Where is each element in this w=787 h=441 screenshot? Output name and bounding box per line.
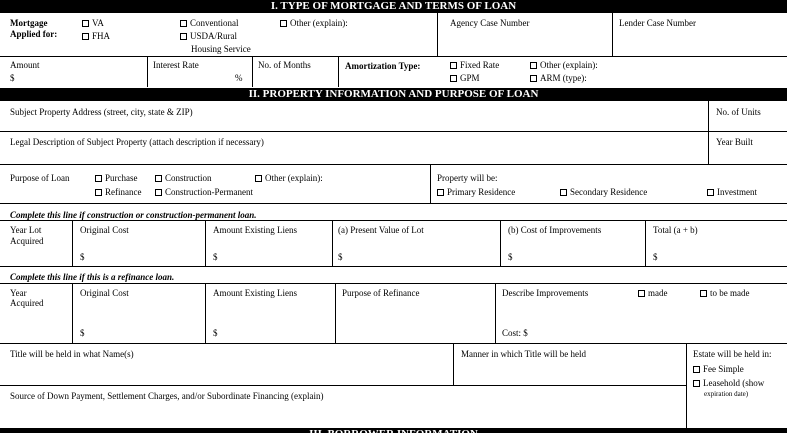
construction-permanent-option[interactable]: Construction-Permanent — [155, 187, 253, 198]
fha-checkbox[interactable] — [82, 33, 89, 40]
other-mortgage-checkbox[interactable] — [280, 20, 287, 27]
fixed-rate-option[interactable]: Fixed Rate — [450, 60, 499, 71]
section-2-header — [0, 88, 787, 101]
present-value-lot-label: (a) Present Value of Lot — [338, 225, 424, 235]
interest-rate-field[interactable]: % — [235, 73, 243, 83]
made-checkbox[interactable] — [638, 290, 645, 297]
number-of-units-field[interactable]: No. of Units — [716, 107, 761, 117]
manner-title-held-field[interactable]: Manner in which Title will be held — [461, 349, 586, 359]
mortgage-applied-label-1: Mortgage — [10, 18, 48, 28]
months-field[interactable]: No. of Months — [258, 60, 311, 70]
va-option[interactable]: VA — [82, 18, 104, 29]
total-field[interactable]: $ — [653, 252, 658, 262]
primary-residence-option[interactable]: Primary Residence — [437, 187, 515, 198]
construction-original-cost-label: Original Cost — [80, 225, 129, 235]
construction-note: Complete this line if construction or construction-permanent loan. — [10, 210, 257, 220]
refinance-option[interactable]: Refinance — [95, 187, 141, 198]
amort-other-checkbox[interactable] — [530, 62, 537, 69]
refinance-checkbox[interactable] — [95, 189, 102, 196]
amortization-type-label: Amortization Type: — [345, 61, 421, 71]
property-address-field[interactable]: Subject Property Address (street, city, state & ZIP) — [10, 107, 193, 117]
leasehold-checkbox[interactable] — [693, 380, 700, 387]
purchase-option[interactable]: Purchase — [95, 173, 138, 184]
source-down-payment-field[interactable]: Source of Down Payment, Settlement Charges, and/or Subordinate Financing (explain) — [10, 391, 324, 401]
arm-checkbox[interactable] — [530, 75, 537, 82]
arm-option[interactable]: ARM (type): — [530, 73, 587, 84]
improvements-cost-field[interactable]: Cost: $ — [502, 328, 528, 338]
cost-improvements-field[interactable]: $ — [508, 252, 513, 262]
section-3-header — [0, 428, 787, 440]
expiration-date-note: expiration date) — [704, 390, 749, 398]
agency-case-number-field[interactable]: Agency Case Number — [450, 18, 530, 28]
cost-improvements-label: (b) Cost of Improvements — [508, 225, 602, 235]
va-checkbox[interactable] — [82, 20, 89, 27]
construction-checkbox[interactable] — [155, 175, 162, 182]
year-built-field[interactable]: Year Built — [716, 137, 753, 147]
year-acquired-label-1: Year — [10, 288, 27, 298]
estate-held-label: Estate will be held in: — [693, 349, 772, 359]
purpose-of-loan-label: Purpose of Loan — [10, 173, 70, 183]
mortgage-applied-label-2: Applied for: — [10, 29, 58, 39]
usda-option[interactable]: USDA/Rural — [180, 31, 237, 42]
fha-option[interactable]: FHA — [82, 31, 110, 42]
section-1-header — [0, 0, 787, 13]
present-value-lot-field[interactable]: $ — [338, 252, 343, 262]
secondary-residence-checkbox[interactable] — [560, 189, 567, 196]
purpose-other-checkbox[interactable] — [255, 175, 262, 182]
describe-improvements-label: Describe Improvements — [502, 288, 589, 298]
amount-label: Amount — [10, 60, 40, 70]
amount-field[interactable]: $ — [10, 73, 15, 83]
leasehold-option[interactable]: Leasehold (show — [693, 378, 764, 389]
secondary-residence-option[interactable]: Secondary Residence — [560, 187, 647, 198]
fee-simple-option[interactable]: Fee Simple — [693, 364, 744, 375]
lender-case-number-field[interactable]: Lender Case Number — [619, 18, 696, 28]
title-held-name-field[interactable]: Title will be held in what Name(s) — [10, 349, 134, 359]
refinance-original-cost-label: Original Cost — [80, 288, 129, 298]
construction-option[interactable]: Construction — [155, 173, 212, 184]
primary-residence-checkbox[interactable] — [437, 189, 444, 196]
section-3-title: III. BORROWER INFORMATION — [309, 428, 478, 440]
refinance-existing-liens-label: Amount Existing Liens — [213, 288, 297, 298]
year-lot-label-1: Year Lot — [10, 225, 42, 235]
amort-other-option[interactable]: Other (explain): — [530, 60, 598, 71]
purpose-other-option[interactable]: Other (explain): — [255, 173, 323, 184]
legal-description-field[interactable]: Legal Description of Subject Property (attach description if necessary) — [10, 137, 264, 147]
purpose-of-refinance-field[interactable]: Purpose of Refinance — [342, 288, 420, 298]
section-2-title: II. PROPERTY INFORMATION AND PURPOSE OF LOAN — [248, 88, 539, 100]
construction-existing-liens-label: Amount Existing Liens — [213, 225, 297, 235]
conventional-option[interactable]: Conventional — [180, 18, 239, 29]
property-will-be-label: Property will be: — [437, 173, 498, 183]
purchase-checkbox[interactable] — [95, 175, 102, 182]
construction-permanent-checkbox[interactable] — [155, 189, 162, 196]
section-1-title: I. TYPE OF MORTGAGE AND TERMS OF LOAN — [270, 0, 517, 12]
gpm-checkbox[interactable] — [450, 75, 457, 82]
usda-checkbox[interactable] — [180, 33, 187, 40]
to-be-made-checkbox[interactable] — [700, 290, 707, 297]
refinance-note: Complete this line if this is a refinance loan. — [10, 272, 175, 282]
conventional-checkbox[interactable] — [180, 20, 187, 27]
construction-original-cost-field[interactable]: $ — [80, 252, 85, 262]
investment-checkbox[interactable] — [707, 189, 714, 196]
interest-rate-label: Interest Rate — [153, 60, 199, 70]
total-label: Total (a + b) — [653, 225, 698, 235]
construction-existing-liens-field[interactable]: $ — [213, 252, 218, 262]
usda-label-2: Housing Service — [191, 44, 251, 54]
year-lot-label-2: Acquired — [10, 236, 44, 246]
investment-option[interactable]: Investment — [707, 187, 757, 198]
made-option[interactable]: made — [638, 288, 668, 299]
refinance-original-cost-field[interactable]: $ — [80, 328, 85, 338]
refinance-existing-liens-field[interactable]: $ — [213, 328, 218, 338]
to-be-made-option[interactable]: to be made — [700, 288, 750, 299]
fixed-rate-checkbox[interactable] — [450, 62, 457, 69]
fee-simple-checkbox[interactable] — [693, 366, 700, 373]
other-mortgage-option[interactable]: Other (explain): — [280, 18, 348, 29]
gpm-option[interactable]: GPM — [450, 73, 480, 84]
year-acquired-label-2: Acquired — [10, 298, 44, 308]
